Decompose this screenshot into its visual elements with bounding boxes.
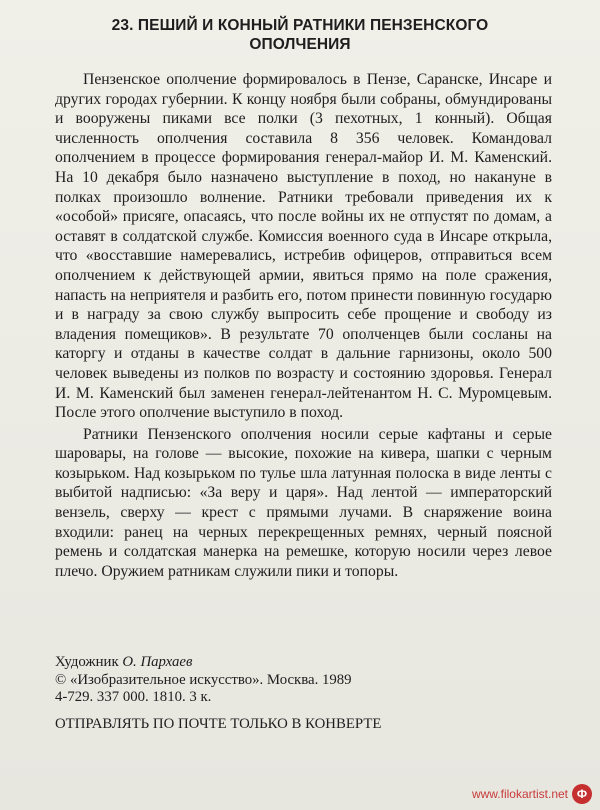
artist-name: О. Пархаев [122,654,193,670]
artist-label: Художник [55,654,119,670]
artist-credit [55,654,555,672]
filokartist-logo-icon: Ф [572,784,592,804]
article-body [55,70,552,583]
paragraph-2: Ратники Пензенского ополчения носили серые кафтаны и серые шаровары, на голове — высокие, похожие на кивера, шапки с черным козырьком. Над козырьком по тулье шла латунная полоска в виде ленты с выбитой надписью: «За веру и царя». Над лентой — императорский вензель, сверху — крест с прямыми лучами. В снаряжение воина входили: ранец на черных перекрещенных ремнях, черный поясной ремень и солдатская манерка на ремешке, которую носили через левое плечо. Оружием ратникам служили пики и топоры. [55,425,552,580]
copyright-line: © «Изобразительное искусство». Москва. 1989 [55,671,352,688]
page-title [40,16,560,54]
paragraph-1: Пензенское ополчение формировалось в Пензе, Саранске, Инсаре и других городах губернии. К концу ноября были собраны, обмундированы и вооружены пиками все полки (3 пехотных, 1 конный). Общая численность ополчения составила 8 356 человек. Командовал ополчением в процессе формирования генерал-майор И. М. Каменский. На 10 декабря было назначено выступление в поход, но накануне в полках произошло волнение. Ратники требовали приведения их к «особой» присяге, опасаясь, что после войны их не отпустят по домам, а оставят в солдатской службе. Комиссия военного суда в Инсаре открыла, что «восставшие намеревались, истребив офицеров, отправиться всем ополчением к действующей армии, явиться прямо на поле сражения, напасть на неприятеля и разбить его, потом принести повинную государю и в награду за свою службу выпросить себе прощение и свободу из владения помещиков». В результате 70 ополченцев были сосланы на каторгу и отданы в качестве солдат в дальние гарнизоны, около 500 человек выведены из полков по возрасту и состоянию здоровья. Генерал И. М. Каменский был заменен генерал-лейтенантом Н. С. Муромцевым. После этого ополчение выступило в поход. [55,71,552,422]
watermark-site: www.filokartist.net [471,787,568,801]
print-info: 4-729. 337 000. 1810. 3 к. [55,689,212,705]
watermark [472,784,592,804]
mailing-notice: ОТПРАВЛЯТЬ ПО ПОЧТЕ ТОЛЬКО В КОНВЕРТЕ [55,715,382,732]
title-line-2: ОПОЛЧЕНИЯ [249,36,351,53]
publication-footer [55,654,555,733]
title-line-1: 23. ПЕШИЙ И КОННЫЙ РАТНИКИ ПЕНЗЕНСКОГО [111,17,489,34]
